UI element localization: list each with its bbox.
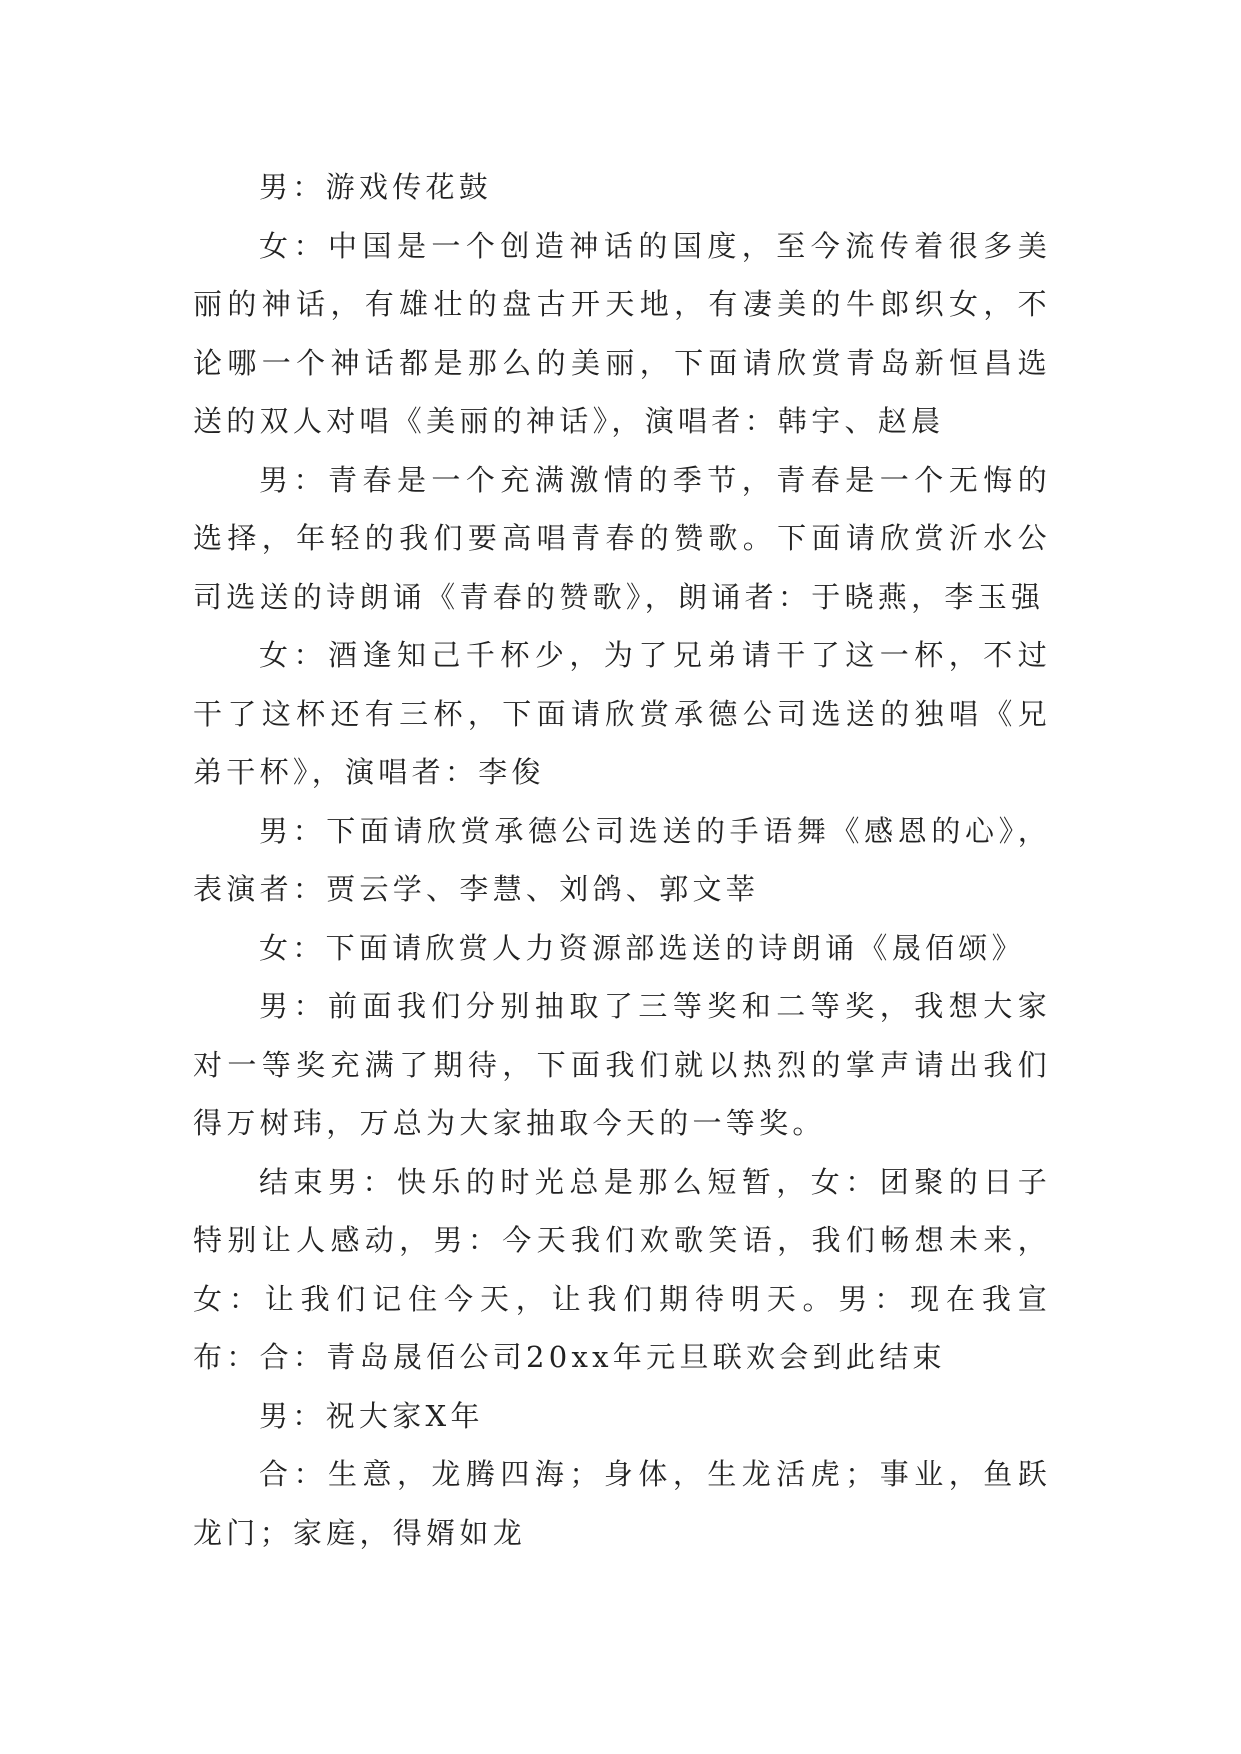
paragraph: 女：酒逢知己千杯少，为了兄弟请干了这一杯，不过干了这杯还有三杯，下面请欣赏承德公司选送的独唱《兄弟干杯》，演唱者：李俊 xyxy=(193,638,1051,789)
paragraph: 女：下面请欣赏人力资源部选送的诗朗诵《晟佰颂》 xyxy=(259,930,1025,965)
paragraph: 男：祝大家X年 xyxy=(259,1398,484,1433)
paragraph: 结束男：快乐的时光总是那么短暂，女：团聚的日子特别让人感动，男：今天我们欢歌笑语，我们畅想未来，女：让我们记住今天，让我们期待明天。男：现在我宣布：合：青岛晟佰公司20xx年元旦联欢会到此结束 xyxy=(193,1164,1051,1374)
paragraph: 男：青春是一个充满激情的季节，青春是一个无悔的选择，年轻的我们要高唱青春的赞歌。下面请欣赏沂水公司选送的诗朗诵《青春的赞歌》，朗诵者：于晓燕，李玉强 xyxy=(193,462,1051,614)
paragraph: 合：生意，龙腾四海；身体，生龙活虎；事业，鱼跃龙门；家庭，得婿如龙 xyxy=(193,1457,1051,1550)
document-body xyxy=(193,158,1051,1562)
paragraph: 男：游戏传花鼓 xyxy=(259,170,493,204)
paragraph: 男：下面请欣赏承德公司选送的手语舞《感恩的心》，表演者：贾云学、李慧、刘鸽、郭文莘 xyxy=(193,813,1051,906)
paragraph: 男：前面我们分别抽取了三等奖和二等奖，我想大家对一等奖充满了期待，下面我们就以热烈的掌声请出我们得万树玮，万总为大家抽取今天的一等奖。 xyxy=(193,989,1051,1140)
paragraph: 女：中国是一个创造神话的国度，至今流传着很多美丽的神话，有雄壮的盘古开天地，有凄美的牛郎织女，不论哪一个神话都是那么的美丽，下面请欣赏青岛新恒昌选送的双人对唱《美丽的神话》，演唱者：韩宇、赵晨 xyxy=(193,228,1051,438)
